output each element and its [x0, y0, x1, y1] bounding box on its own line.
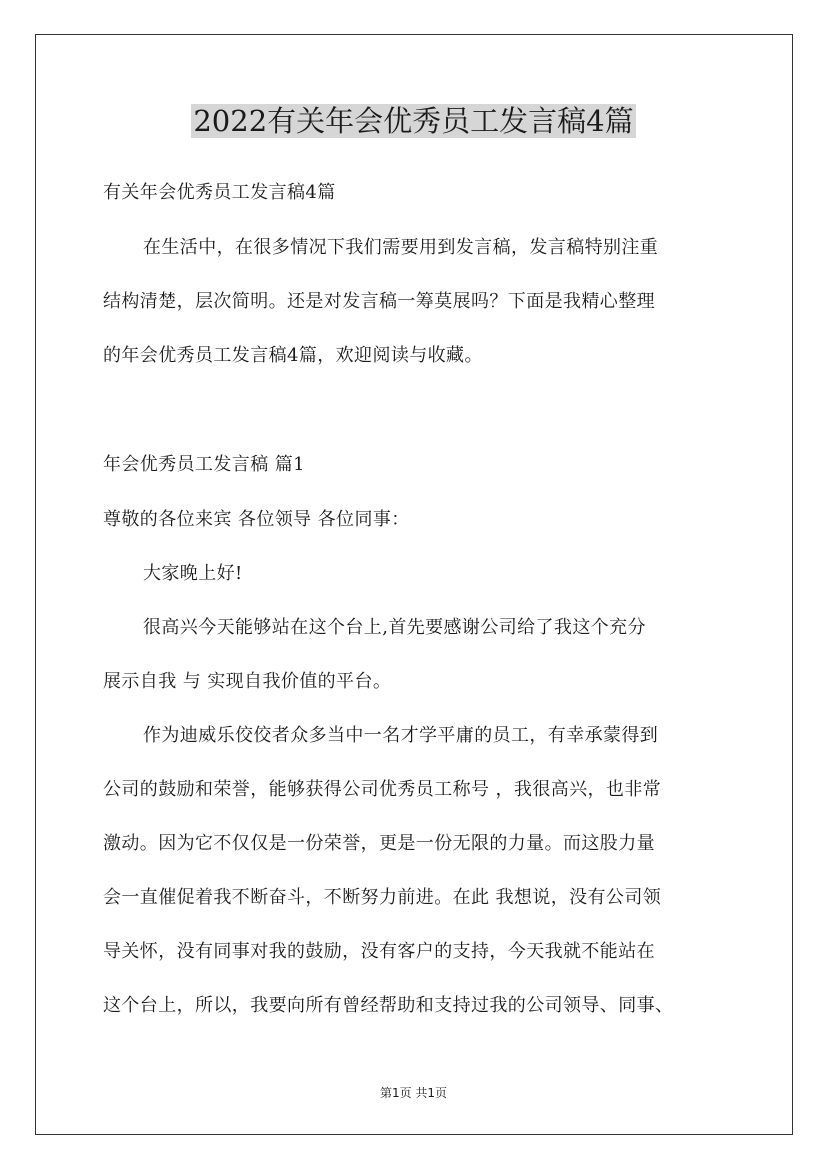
body-line-1: 很高兴今天能够站在这个台上,首先要感谢公司给了我这个充分 [143, 617, 646, 638]
intro-line-2: 结构清楚，层次简明。还是对发言稿一筹莫展吗？下面是我精心整理 [103, 291, 655, 312]
body-line-3: 作为迪威乐佼佼者众多当中一名才学平庸的员工，有幸承蒙得到 [143, 725, 659, 746]
document-title-text: 2022有关年会优秀员工发言稿4篇 [193, 104, 634, 138]
intro-line-3: 的年会优秀员工发言稿4篇，欢迎阅读与收藏。 [103, 345, 483, 366]
greeting: 大家晚上好! [143, 563, 243, 584]
section-heading: 年会优秀员工发言稿 篇1 [103, 454, 305, 475]
intro-line-1: 在生活中，在很多情况下我们需要用到发言稿，发言稿特别注重 [143, 237, 659, 258]
body-line-2: 展示自我 与 实现自我价值的平台。 [103, 671, 392, 692]
body-line-4: 公司的鼓励和荣誉，能够获得公司优秀员工称号 ，我很高兴，也非常 [103, 779, 662, 800]
salutation: 尊敬的各位来宾 各位领导 各位同事： [103, 509, 410, 530]
page-footer: 第1页 共1页 [379, 1086, 448, 1100]
document-title [0, 101, 827, 141]
body-line-5: 激动。因为它不仅仅是一份荣誉，更是一份无限的力量。而这股力量 [103, 833, 655, 854]
body-line-8: 这个台上，所以，我要向所有曾经帮助和支持过我的公司领导、同事、 [103, 995, 674, 1016]
document-subtitle: 有关年会优秀员工发言稿4篇 [103, 182, 336, 203]
body-line-6: 会一直催促着我不断奋斗，不断努力前进。在此 我想说，没有公司领 [103, 887, 662, 908]
body-line-7: 导关怀，没有同事对我的鼓励，没有客户的支持，今天我就不能站在 [103, 941, 655, 962]
